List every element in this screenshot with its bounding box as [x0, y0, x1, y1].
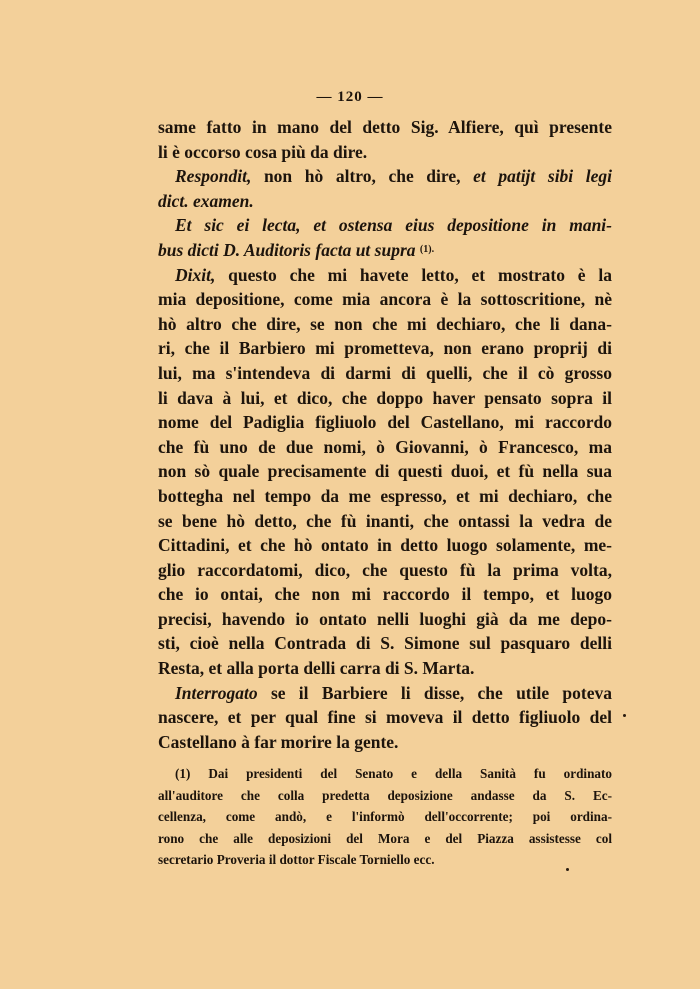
text-line: mia depositione, come mia ancora è la sottoscritione, nè — [158, 289, 612, 310]
text-line: sti, cioè nella Contrada di S. Simone sul pasquaro delli — [158, 633, 612, 654]
footnote-line: rono che alle deposizioni del Mora e del Piazza assistesse col — [158, 830, 612, 846]
text-line: hò altro che dire, se non che mi dechiaro, che li dana- — [158, 313, 612, 334]
footnote-line: all'auditore che colla predetta deposizione andasse da S. Ec- — [158, 787, 612, 803]
text-line: Cittadini, et che hò ontato in detto luogo solamente, me- — [158, 535, 612, 556]
text-line: same fatto in mano del detto Sig. Alfiere, quì presente — [158, 117, 612, 137]
text-line: ri, che il Barbiero mi prometteva, non erano proprij di — [158, 338, 612, 359]
text-span: questo che mi havete letto, et mostrato è la — [215, 264, 612, 285]
text-line: Castellano à far morire la gente. — [158, 731, 399, 752]
interrogato-label: Interrogato — [175, 682, 258, 703]
text-line: li è occorso cosa più da dire. — [158, 141, 368, 162]
paper-speck — [623, 714, 626, 717]
footnote-line: cellenza, come andò, e l'informò dell'occorrente; poi ordina- — [158, 809, 612, 824]
text-line — [158, 263, 612, 288]
text-line — [158, 238, 612, 263]
text-line: dict. examen. — [158, 190, 254, 211]
text-line — [158, 164, 612, 189]
text-line: lui, ma s'intendeva di darmi di quelli, che il cò grosso — [158, 362, 612, 383]
text-line: se bene hò detto, che fù inanti, che ontassi la vedra de — [158, 510, 612, 531]
text-line: bottegha nel tempo da me espresso, et mi dechiaro, che — [158, 485, 612, 506]
dixit-label: Dixit, — [175, 264, 216, 285]
text-line: non sò quale precisamente di questi duoi, et fù nella sua — [158, 461, 612, 482]
text-line: glio raccordatomi, dico, che questo fù la prima volta, — [158, 559, 612, 580]
text-line: precisi, havendo io ontato nelli luoghi già da me depo- — [158, 608, 612, 629]
footnote-reference: (1). — [419, 243, 435, 255]
text-line: Et sic ei lecta, et ostensa eius depositione in mani- — [175, 215, 612, 236]
text-line: che fù uno de due nomi, ò Giovanni, ò Francesco, ma — [158, 436, 612, 457]
text-line: nascere, et per qual fine si moveva il detto figliuolo del — [158, 707, 612, 728]
main-text — [158, 115, 612, 754]
latin-phrase: et patijt sibi legi — [473, 166, 613, 187]
text-span: se il Barbiere li disse, che utile poteva — [257, 682, 612, 703]
footnote-line: (1) Dai presidenti del Senato e della Sanità fu ordinato — [175, 766, 612, 781]
text-line: che io ontai, che non mi raccordo il tempo, et luogo — [158, 584, 612, 605]
text-line: Resta, et alla porta delli carra di S. Marta. — [158, 658, 475, 679]
respondit-label: Respondit, — [175, 166, 252, 187]
text-span: non hò altro, che dire, — [251, 166, 474, 187]
text-line — [158, 681, 612, 706]
text-line: li dava à lui, et dico, che doppo haver pensato sopra il — [158, 387, 612, 408]
page-number: — 120 — — [316, 89, 384, 105]
paper-speck — [566, 868, 569, 871]
text-line: nome del Padiglia figliuolo del Castellano, mi raccordo — [158, 412, 612, 433]
footnote — [158, 763, 612, 871]
footnote-line: secretario Proveria il dottor Fiscale Torniello ecc. — [158, 852, 435, 867]
latin-phrase: bus dicti D. Auditoris facta ut supra — [158, 239, 416, 260]
